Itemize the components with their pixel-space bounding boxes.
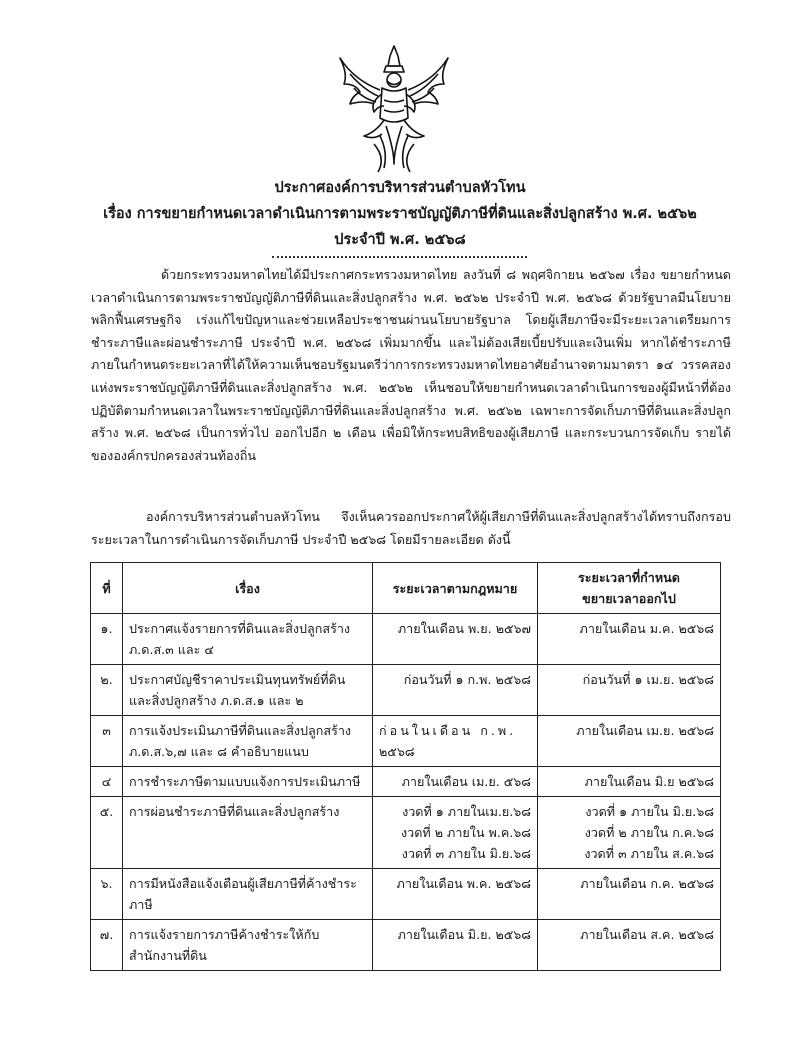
row-extended-period: ภายในเดือน มิ.ย ๒๕๖๘	[538, 767, 721, 797]
table-row	[91, 797, 721, 869]
table-row	[91, 716, 721, 767]
row-topic: การมีหนังสือแจ้งเตือนผู้เสียภาษีที่ค้างชำระ ภาษี	[123, 869, 373, 920]
header-topic: เรื่อง	[123, 563, 373, 614]
garuda-emblem-icon	[334, 40, 454, 175]
row-legal-period: ภายในเดือน มิ.ย. ๒๕๖๘	[373, 920, 538, 971]
row-legal-period: ก่อนในเดือน ก.พ. ๒๕๖๘	[373, 716, 538, 767]
table-row	[91, 665, 721, 716]
table-row	[91, 869, 721, 920]
row-number: ๖.	[91, 869, 123, 920]
table-row	[91, 767, 721, 797]
row-number: ๔	[91, 767, 123, 797]
row-topic: การแจ้งประเมินภาษีที่ดินและสิ่งปลูกสร้าง ภ.ด.ส.๖,๗ และ ๘ คำอธิบายแนบ	[123, 716, 373, 767]
row-number: ๒.	[91, 665, 123, 716]
row-number: ๑.	[91, 614, 123, 665]
table-row	[91, 920, 721, 971]
row-extended-period: ภายในเดือน เม.ย. ๒๕๖๘	[538, 716, 721, 767]
row-extended-period: ภายในเดือน ม.ค. ๒๕๖๘	[538, 614, 721, 665]
row-legal-period: ภายในเดือน เม.ย. ๕๖๘	[373, 767, 538, 797]
table-row	[91, 614, 721, 665]
row-number: ๓	[91, 716, 123, 767]
row-legal-period: ภายในเดือน พ.ย. ๒๕๖๗	[373, 614, 538, 665]
schedule-table	[90, 562, 721, 971]
row-extended-period: ภายในเดือน ส.ค. ๒๕๖๘	[538, 920, 721, 971]
row-topic: การแจ้งรายการภาษีค้างชำระให้กับ สำนักงานที่ดิน	[123, 920, 373, 971]
dotted-divider	[272, 256, 527, 258]
row-extended-period: ก่อนวันที่ ๑ เม.ย. ๒๕๖๘	[538, 665, 721, 716]
row-topic: ประกาศแจ้งรายการที่ดินและสิ่งปลูกสร้าง ภ.ด.ส.๓ และ ๔	[123, 614, 373, 665]
header-no: ที่	[91, 563, 123, 614]
row-legal-period: ภายในเดือน พ.ค. ๒๕๖๘	[373, 869, 538, 920]
row-extended-period: ภายในเดือน ก.ค. ๒๕๖๘	[538, 869, 721, 920]
row-legal-period: งวดที่ ๑ ภายในเม.ย.๖๘ งวดที่ ๒ ภายใน พ.ค.๖๘ งวดที่ ๓ ภายใน มิ.ย.๖๘	[373, 797, 538, 869]
table-header-row	[91, 563, 721, 614]
announcement-year: ประจำปี พ.ศ. ๒๕๖๘	[334, 232, 466, 248]
body-paragraph-2: องค์การบริหารส่วนตำบลหัวโทน จึงเห็นควรออกประกาศให้ผู้เสียภาษีที่ดินและสิ่งปลูกสร้างได้ทราบถึงกรอบระยะเวลาในการดำเนินการจัดเก็บภาษี ประจำปี ๒๕๖๘ โดยมีรายละเอียด ดังนี้	[91, 509, 731, 547]
announcement-title: ประกาศองค์การบริหารส่วนตำบลหัวโทน	[274, 180, 526, 196]
header-extended-period: ระยะเวลาที่กำหนด ขยายเวลาออกไป	[538, 563, 721, 614]
row-number: ๗.	[91, 920, 123, 971]
row-number: ๕.	[91, 797, 123, 869]
announcement-subject: เรื่อง การขยายกำหนดเวลาดำเนินการตามพระราชบัญญัติภาษีที่ดินและสิ่งปลูกสร้าง พ.ศ. ๒๕๖๒	[103, 206, 697, 222]
row-topic: การผ่อนชำระภาษีที่ดินและสิ่งปลูกสร้าง	[123, 797, 373, 869]
row-topic: การชำระภาษีตามแบบแจ้งการประเมินภาษี	[123, 767, 373, 797]
row-topic: ประกาศบัญชีราคาประเมินทุนทรัพย์ที่ดิน และสิ่งปลูกสร้าง ภ.ด.ส.๑ และ ๒	[123, 665, 373, 716]
row-extended-period: งวดที่ ๑ ภายใน มิ.ย.๖๘ งวดที่ ๒ ภายใน ก.ค.๖๘ งวดที่ ๓ ภายใน ส.ค.๖๘	[538, 797, 721, 869]
row-legal-period: ก่อนวันที่ ๑ ก.พ. ๒๕๖๘	[373, 665, 538, 716]
header-legal-period: ระยะเวลาตามกฎหมาย	[373, 563, 538, 614]
body-paragraph-1: ด้วยกระทรวงมหาดไทยได้มีประกาศกระทรวงมหาดไทย ลงวันที่ ๘ พฤศจิกายน ๒๕๖๗ เรื่อง ขยายกำหนดเวลาดำเนินการตามพระราชบัญญัติภาษีที่ดินและสิ่งปลูกสร้าง พ.ศ. ๒๕๖๒ ประจำปี พ.ศ. ๒๕๖๘ ด้วยรัฐบาลมีนโยบายพลิกฟื้นเศรษฐกิจ เร่งแก้ไขปัญหาและช่วยเหลือประชาชนผ่านนโยบายรัฐบาล โดยผู้เสียภาษีจะมีระยะเวลาเตรียมการชำระภาษีและผ่อนชำระภาษี ประจำปี พ.ศ. ๒๕๖๘ เพิ่มมากขึ้น และไม่ต้องเสียเบี้ยปรับและเงินเพิ่ม หากได้ชำระภาษีภายในกำหนดระยะเวลาที่ได้ให้ความเห็นชอบรัฐมนตรีว่าการกระทรวงมหาดไทยอาศัยอำนาจตามมาตรา ๑๔ วรรคสอง แห่งพระราชบัญญัติภาษีที่ดินและสิ่งปลูกสร้าง พ.ศ. ๒๕๖๒ เห็นชอบให้ขยายกำหนดเวลาดำเนินการของผู้มีหน้าที่ต้องปฏิบัติตามกำหนดเวลาในพระราชบัญญัติภาษีที่ดินและสิ่งปลูกสร้าง พ.ศ. ๒๕๖๒ เฉพาะการจัดเก็บภาษีที่ดินและสิ่งปลูกสร้าง พ.ศ. ๒๕๖๘ เป็นการทั่วไป ออกไปอีก ๒ เดือน เพื่อมิให้กระทบสิทธิของผู้เสียภาษี และกระบวนการจัดเก็บ รายได้ขององค์กรปกครองส่วนท้องถิ่น	[91, 267, 731, 463]
